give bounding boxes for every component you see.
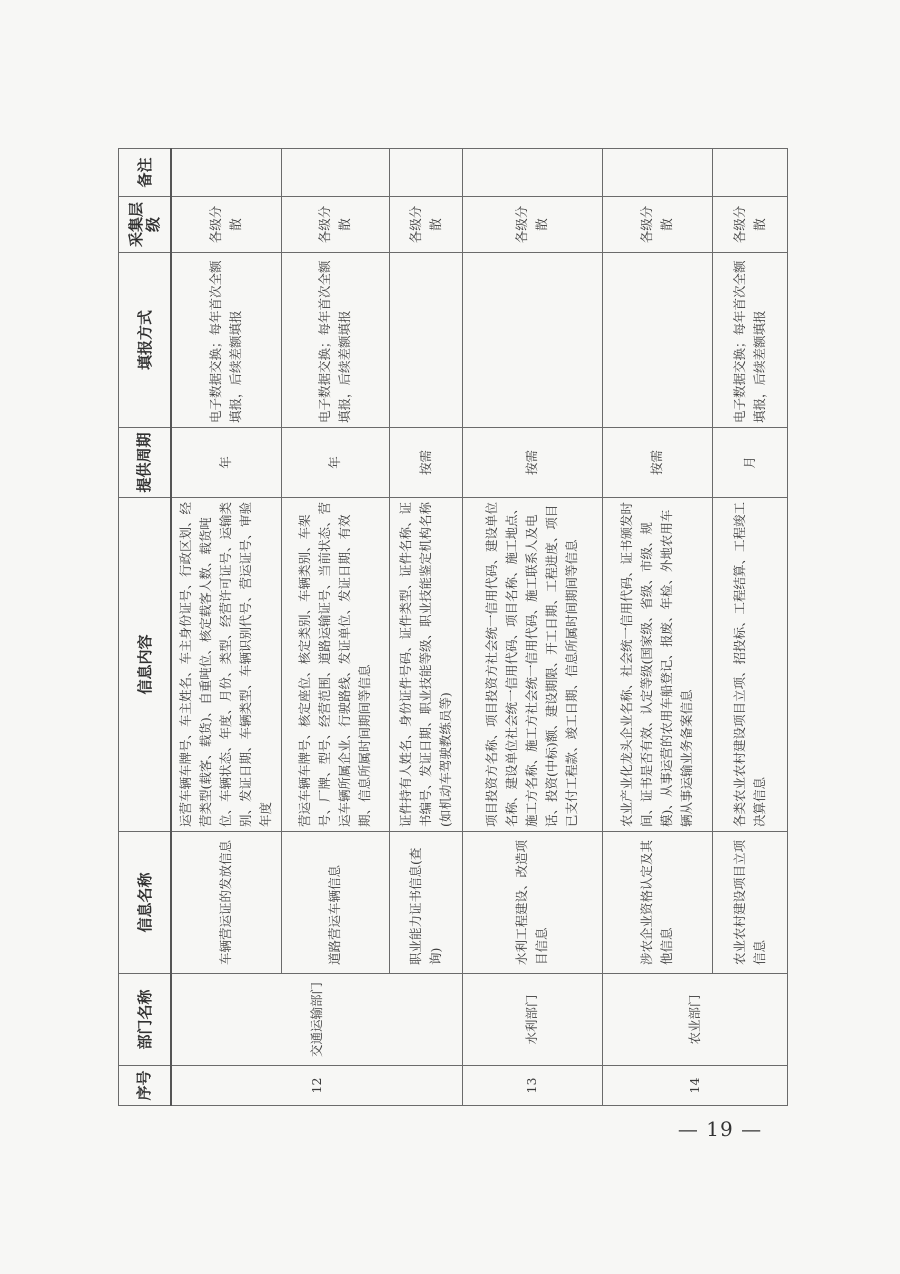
table-row — [712, 149, 787, 1106]
cell-info-name: 涉农企业资格认定及其他信息 — [602, 832, 712, 974]
cell-period: 按需 — [602, 428, 712, 498]
table-header-row — [119, 149, 172, 1106]
cell-dept: 交通运输部门 — [171, 974, 462, 1066]
cell-seq: 14 — [602, 1066, 787, 1106]
table-row — [389, 149, 462, 1106]
cell-period: 按需 — [389, 428, 462, 498]
cell-level: 各级分散 — [389, 197, 462, 253]
page-number: — 19 — — [677, 1117, 763, 1141]
cell-level: 各级分散 — [712, 197, 787, 253]
cell-remark — [712, 149, 787, 197]
cell-info-name: 职业能力证书信息(查询) — [389, 832, 462, 974]
cell-remark — [281, 149, 389, 197]
cell-content: 运营车辆车牌号、车主姓名、车主身份证号、行政区划、经营类型(载客、载货)、自重吨位、核定载客人数、载货吨位、车辆状态、年度、月份、类型、经营许可证号、运输类别、发证日期、车辆类型、车辆识别代号、营运证号、审验年度 — [171, 498, 281, 832]
cell-remark — [602, 149, 712, 197]
cell-seq: 12 — [171, 1066, 462, 1106]
table-row — [602, 149, 712, 1106]
cell-dept: 农业部门 — [602, 974, 787, 1066]
cell-method: 电子数据交换；每年首次全额填报，后续差额填报 — [712, 253, 787, 428]
table-row — [171, 149, 281, 1106]
cell-remark — [389, 149, 462, 197]
cell-content: 农业产业化龙头企业名称、社会统一信用代码、证书颁发时间、证书是否有效、认定等级(国家级、省级、市级、规模)、从事运营的农用车船登记、报废、年检、外地农用车辆从事运输业务备案信息 — [602, 498, 712, 832]
cell-method — [389, 253, 462, 428]
cell-info-name: 车辆营运证的发放信息 — [171, 832, 281, 974]
table-row — [281, 149, 389, 1106]
cell-period: 月 — [712, 428, 787, 498]
cell-info-name: 水利工程建设、改造项目信息 — [462, 832, 602, 974]
cell-period: 年 — [281, 428, 389, 498]
cell-content: 各类农业农村建设项目立项、招投标、工程结算、工程竣工决算信息 — [712, 498, 787, 832]
cell-level: 各级分散 — [171, 197, 281, 253]
info-collection-table — [118, 148, 788, 1106]
header-dept: 部门名称 — [119, 974, 172, 1066]
header-seq: 序号 — [119, 1066, 172, 1106]
cell-method: 电子数据交换；每年首次全额填报，后续差额填报 — [281, 253, 389, 428]
header-content: 信息内容 — [119, 498, 172, 832]
cell-method — [462, 253, 602, 428]
header-info-name: 信息名称 — [119, 832, 172, 974]
cell-seq: 13 — [462, 1066, 602, 1106]
cell-remark — [171, 149, 281, 197]
cell-content: 证件持有人姓名、身份证件号码、证件类型、证件名称、证书编号、发证日期、职业技能等级、职业技能鉴定机构名称(如机动车驾驶教练员等) — [389, 498, 462, 832]
cell-period: 年 — [171, 428, 281, 498]
cell-level: 各级分散 — [602, 197, 712, 253]
cell-info-name: 道路营运车辆信息 — [281, 832, 389, 974]
header-level: 采集层级 — [119, 197, 172, 253]
cell-period: 按需 — [462, 428, 602, 498]
cell-remark — [462, 149, 602, 197]
table-row — [462, 149, 602, 1106]
cell-info-name: 农业农村建设项目立项信息 — [712, 832, 787, 974]
cell-content: 营运车辆车牌号、核定座位、核定类别、车辆类别、车架号、厂牌、型号、经营范围、道路运输证号、当前状态、营运车辆所属企业、行驶路线、发证单位、发证日期、有效期、信息所属时间期间等信息 — [281, 498, 389, 832]
cell-method: 电子数据交换；每年首次全额填报，后续差额填报 — [171, 253, 281, 428]
cell-level: 各级分散 — [462, 197, 602, 253]
cell-level: 各级分散 — [281, 197, 389, 253]
header-method: 填报方式 — [119, 253, 172, 428]
cell-content: 项目投资方名称、项目投资方社会统一信用代码、建设单位名称、建设单位社会统一信用代码、项目名称、施工地点、施工方名称、施工方社会统一信用代码、施工联系人及电话、投资(中标)额、建设期限、开工日期、工程进度、项目已支付工程款、竣工日期、信息所属时间期间等信息 — [462, 498, 602, 832]
header-remark: 备注 — [119, 149, 172, 197]
rotated-table-wrapper — [118, 149, 767, 1106]
header-period: 提供周期 — [119, 428, 172, 498]
cell-method — [602, 253, 712, 428]
cell-dept: 水利部门 — [462, 974, 602, 1066]
